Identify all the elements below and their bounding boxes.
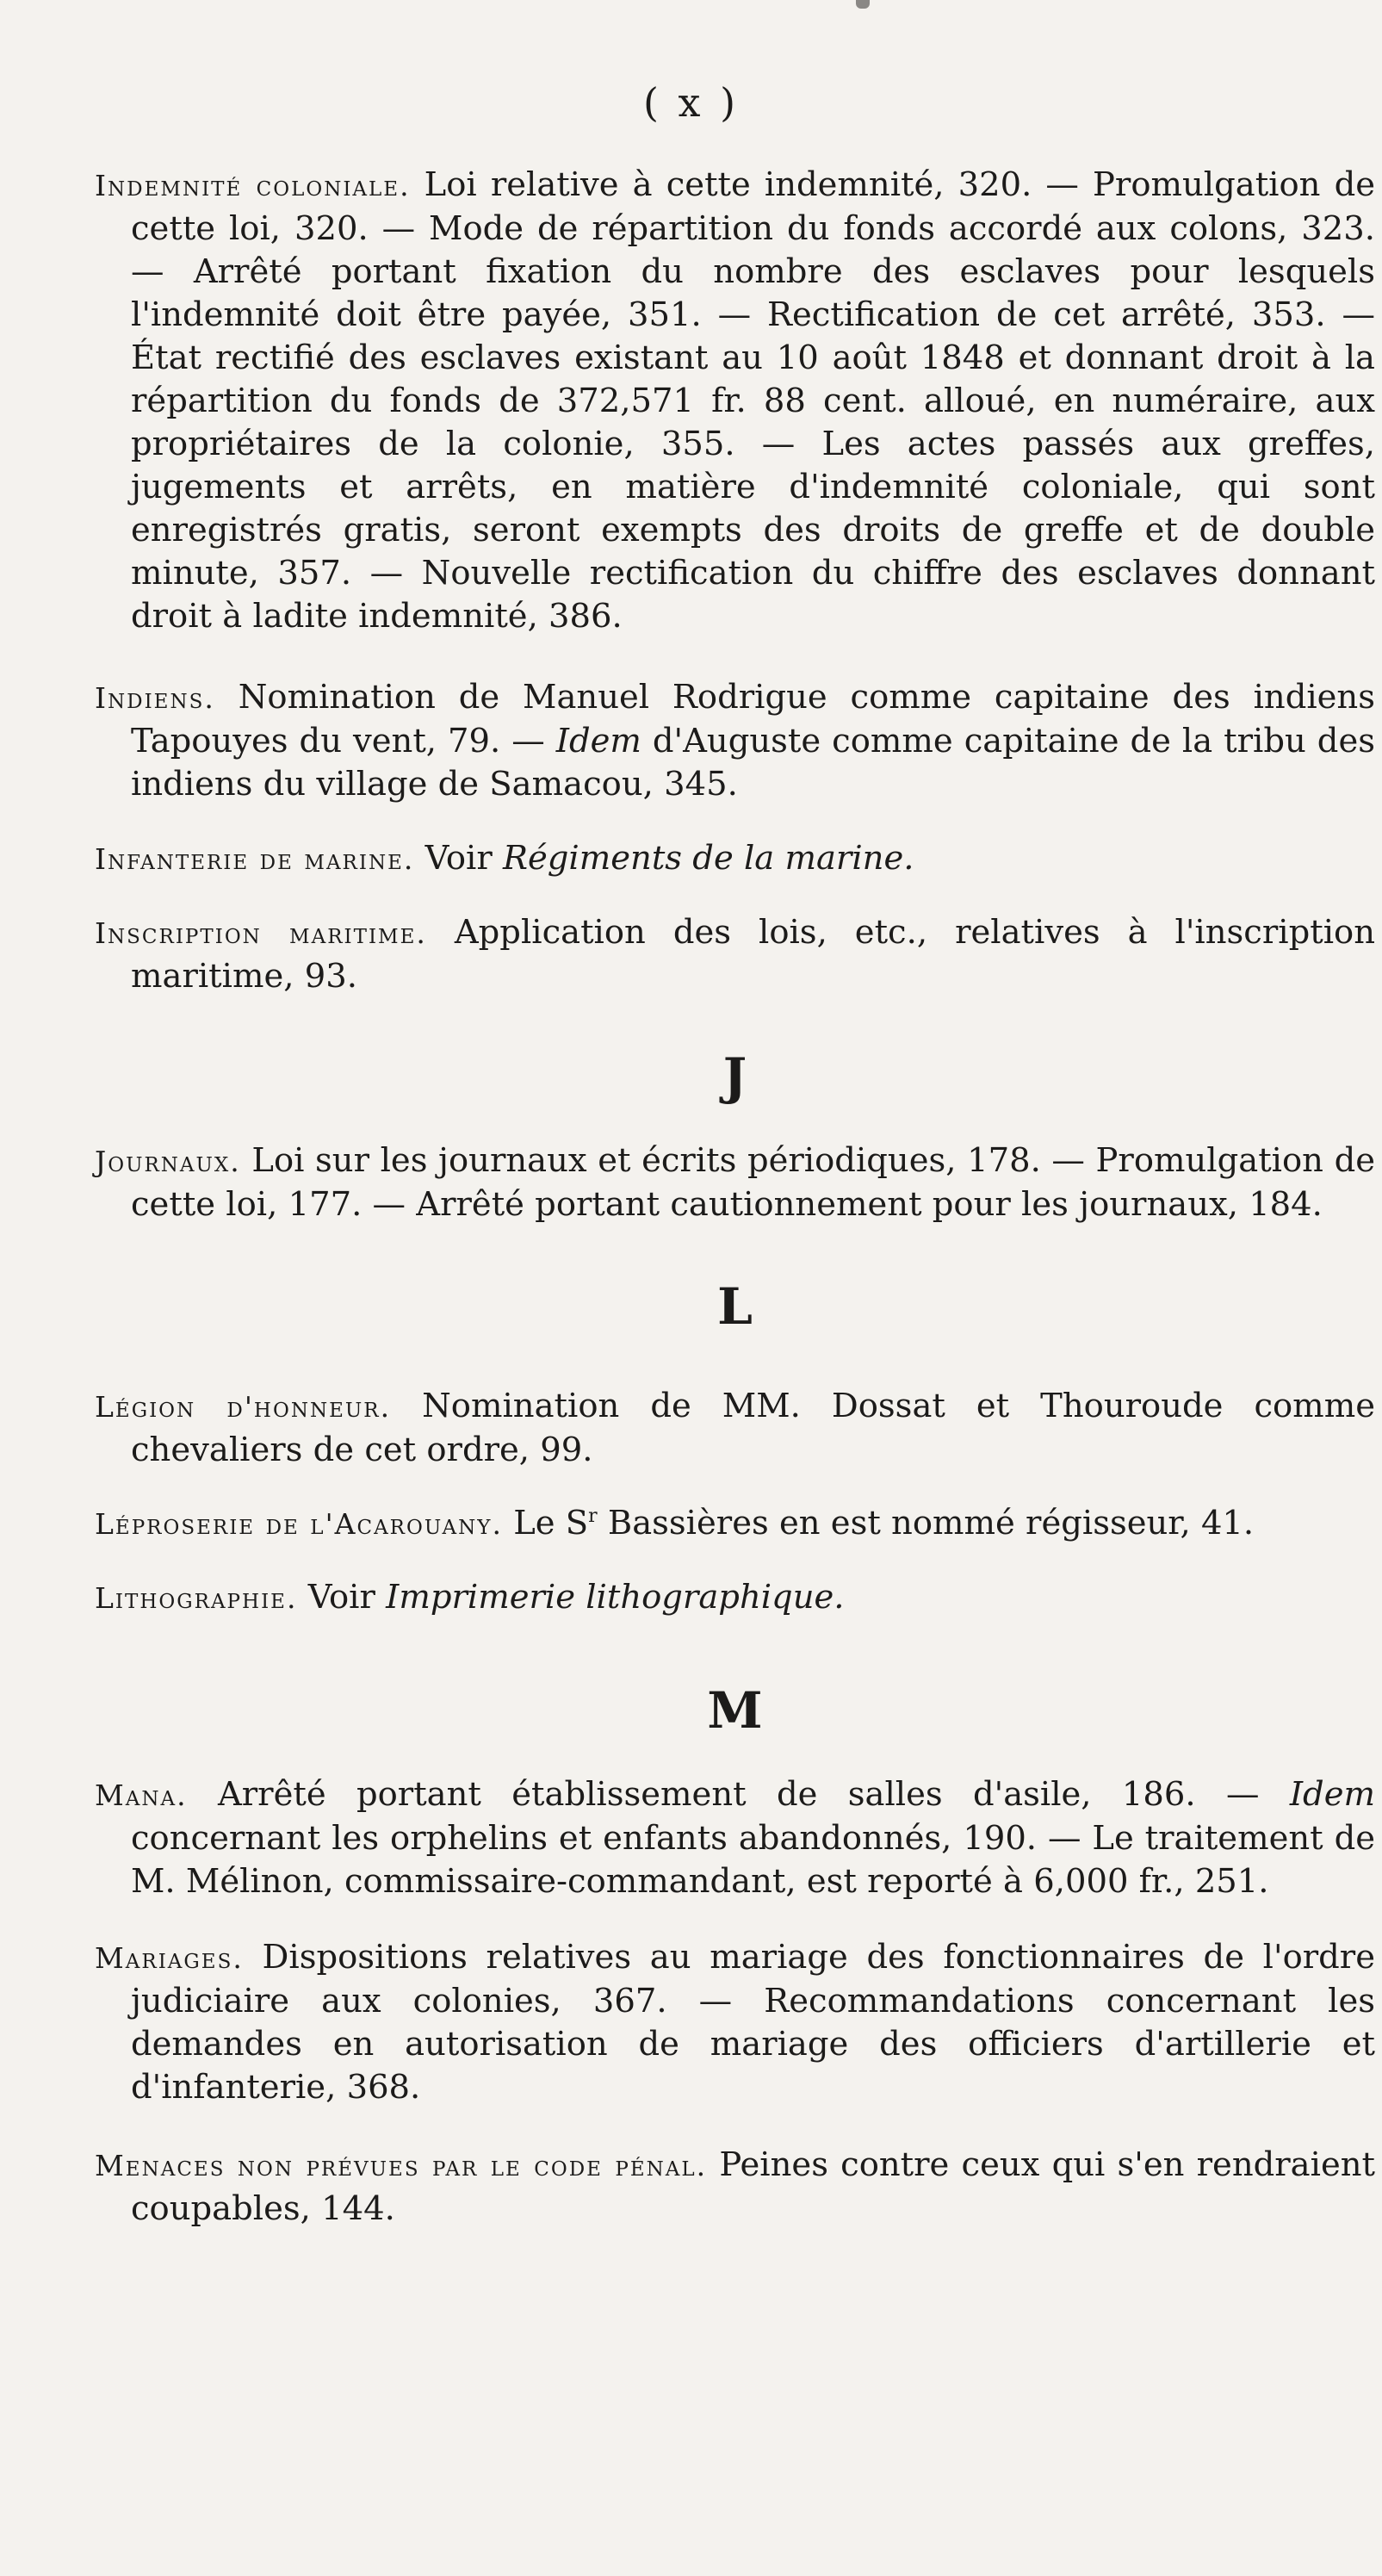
section-letter-m: M (707, 1681, 763, 1740)
entry-idem: Idem (1289, 1775, 1375, 1814)
index-entry-infanterie (95, 837, 1375, 881)
entry-head: Mana. (95, 1778, 188, 1812)
index-entry-inscription (95, 911, 1375, 998)
index-entry-mariages (95, 1936, 1375, 2109)
entry-text: Nomination de MM. Dossat et Thouroude comme chevaliers de cet ordre, 99. (131, 1387, 1375, 1469)
entry-head: Menaces non prévues par le code pénal. (95, 2149, 708, 2182)
entry-text: Nomination de Manuel Rodrigue comme capitaine des indiens Tapouyes du vent, 79. — (131, 678, 1375, 760)
entry-head: Légion d'honneur. (95, 1390, 392, 1424)
entry-text: concernant les orphelins et enfants abandonnés, 190. — Le traitement de M. Mélinon, commissaire-commandant, est reporté à 6,000 fr., 251. (131, 1819, 1375, 1901)
index-entry-journaux (95, 1139, 1375, 1226)
entry-head: Indemnité coloniale. (95, 169, 411, 202)
entry-superscript: r (588, 1505, 598, 1528)
index-entry-indiens (95, 676, 1375, 806)
entry-head: Lithographie. (95, 1581, 298, 1615)
entry-text: Loi sur les journaux et écrits périodiques, 178. — Promulgation de cette loi, 177. — Arrêté portant cautionnement pour les journaux, 184. (131, 1141, 1375, 1224)
index-entry-menaces (95, 2144, 1375, 2231)
entry-text: Application des lois, etc., relatives à l'inscription maritime, 93. (131, 913, 1375, 996)
entry-head: Léproserie de l'Acarouany. (95, 1507, 503, 1541)
index-entry-mana (95, 1773, 1375, 1903)
cross-reference: Régiments de la marine. (503, 839, 914, 878)
entry-text: Arrêté portant établissement de salles d'asile, 186. — (187, 1775, 1290, 1814)
entry-voir: Voir (297, 1578, 387, 1617)
entry-head: Infanterie de marine. (95, 842, 415, 876)
section-letter-l: L (717, 1277, 753, 1336)
entry-text: Bassières en est nommé régisseur, 41. (597, 1504, 1255, 1542)
entry-head: Inscription maritime. (95, 916, 427, 950)
entry-text: Dispositions relatives au mariage des fonctionnaires de l'ordre judiciaire aux colonies, 367. — Recommandations concernant les demandes en autorisation de mariage des officiers d'artillerie et d'infanterie, 368. (131, 1938, 1375, 2107)
page-number: ( x ) (642, 79, 740, 126)
index-entry-legion (95, 1385, 1375, 1472)
entry-text: Le S (502, 1504, 589, 1542)
entry-text: d'Auguste comme capitaine de la tribu des indiens du village de Samacou, 345. (131, 722, 1375, 804)
entry-voir: Voir (414, 839, 504, 878)
index-entry-lithographie (95, 1576, 1375, 1620)
entry-idem: Idem (555, 722, 641, 760)
entry-head: Journaux. (95, 1145, 241, 1178)
index-entry-indemnite (95, 164, 1375, 638)
cross-reference: Imprimerie lithographique. (386, 1578, 845, 1617)
index-entry-leproserie (95, 1502, 1375, 1546)
binding-mark (856, 0, 870, 9)
entry-head: Mariages. (95, 1941, 244, 1975)
section-letter-j: J (722, 1047, 747, 1106)
entry-text: Peines contre ceux qui s'en rendraient coupables, 144. (131, 2145, 1375, 2228)
entry-text: Loi relative à cette indemnité, 320. — Promulgation de cette loi, 320. — Mode de répartition du fonds accordé aux colons, 323. — Arrêté portant fixation du nombre des esclaves pour lesquels l'indemnité doit être payée, 351. — Rectification de cet arrêté, 353. — État rectifié des esclaves existant au 10 août 1848 et donnant droit à la répartition du fonds de 372,571 fr. 88 cent. alloué, en numéraire, aux propriétaires de la colonie, 355. — Les actes passés aux greffes, jugements et arrêts, en matière d'indemnité coloniale, qui sont enregistrés gratis, seront exempts des droits de greffe et de double minute, 357. — Nouvelle rectification du chiffre des esclaves donnant droit à ladite indemnité, 386. (131, 165, 1375, 636)
entry-head: Indiens. (95, 681, 215, 715)
